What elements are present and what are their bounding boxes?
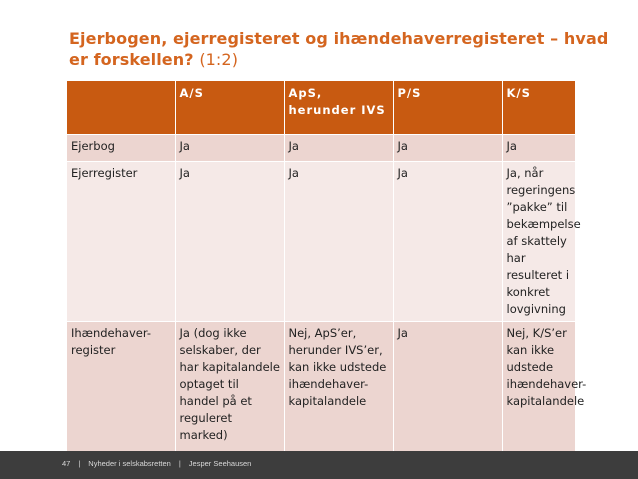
table-cell: Nej, ApS’er, herunder IVS’er, kan ikke udstede ihændehaver-kapitalandele <box>284 322 393 461</box>
row-label: Ejerregister <box>67 162 175 322</box>
table-cell: Ja <box>284 162 393 322</box>
table-cell: Ja <box>502 135 575 162</box>
footer-divider: | <box>178 459 181 468</box>
header-cell-as: A/S <box>175 81 284 135</box>
footer-divider: | <box>78 459 81 468</box>
table-cell: Ja <box>175 135 284 162</box>
footer-author: Jesper Seehausen <box>188 459 252 468</box>
footer-text <box>62 459 251 468</box>
header-cell-ps: P/S <box>393 81 502 135</box>
title-sub: (1:2) <box>199 50 239 69</box>
row-label: Ihændehaver-register <box>67 322 175 461</box>
footer-title: Nyheder i selskabsretten <box>88 459 171 468</box>
table-row <box>67 135 575 162</box>
table-cell: Ja <box>393 135 502 162</box>
table-cell: Ja, når regeringens ”pakke” til bekæmpelse af skattely har resulteret i konkret lovgivning <box>502 162 575 322</box>
header-cell-ks: K/S <box>502 81 575 135</box>
table-cell: Nej, K/S’er kan ikke udstede ihændehaver-kapitalandele <box>502 322 575 461</box>
header-cell-aps: ApS, herunder IVS <box>284 81 393 135</box>
table-cell: Ja (dog ikke selskaber, der har kapitalandele optaget til handel på et reguleret marked) <box>175 322 284 461</box>
slide-title <box>69 28 609 70</box>
table-header-row <box>67 81 575 135</box>
table-row <box>67 322 575 461</box>
row-label: Ejerbog <box>67 135 175 162</box>
table-row <box>67 162 575 322</box>
title-main: Ejerbogen, ejerregisteret og ihændehaverregisteret – hvad er forskellen? <box>69 29 609 69</box>
table-cell: Ja <box>175 162 284 322</box>
table-cell: Ja <box>393 162 502 322</box>
footer-bar <box>0 451 638 479</box>
comparison-table <box>67 81 587 460</box>
table-cell: Ja <box>284 135 393 162</box>
page-number: 47 <box>62 459 71 468</box>
header-cell-empty <box>67 81 175 135</box>
table-cell: Ja <box>393 322 502 461</box>
